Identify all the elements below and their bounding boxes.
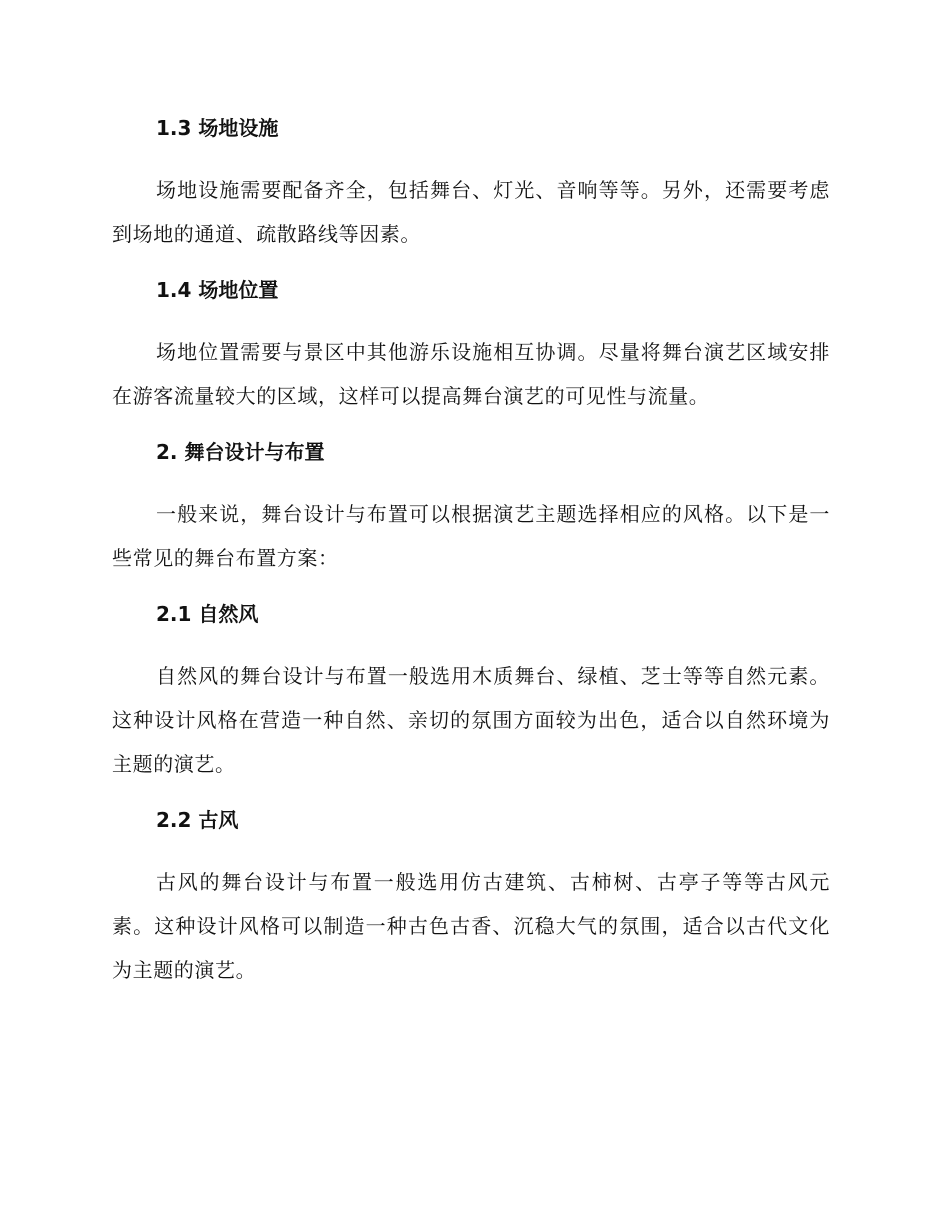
paragraph-natural-style: 自然风的舞台设计与布置一般选用木质舞台、绿植、芝士等等自然元素。这种设计风格在营造一种自然、亲切的氛围方面较为出色，适合以自然环境为主题的演艺。 (112, 664, 830, 776)
section-heading-1-4: 1.4 场地位置 (156, 278, 279, 302)
paragraph-location: 场地位置需要与景区中其他游乐设施相互协调。尽量将舞台演艺区域安排在游客流量较大的区域，这样可以提高舞台演艺的可见性与流量。 (112, 340, 830, 408)
section-heading-2: 2. 舞台设计与布置 (156, 440, 325, 464)
paragraph-facilities: 场地设施需要配备齐全，包括舞台、灯光、音响等等。另外，还需要考虑到场地的通道、疏散路线等因素。 (112, 178, 830, 246)
paragraph-stage-design: 一般来说，舞台设计与布置可以根据演艺主题选择相应的风格。以下是一些常见的舞台布置方案： (112, 502, 830, 570)
section-heading-2-2: 2.2 古风 (156, 808, 239, 832)
section-heading-1-3: 1.3 场地设施 (156, 116, 279, 140)
section-heading-2-1: 2.1 自然风 (156, 602, 259, 626)
document-body (112, 110, 830, 1008)
paragraph-ancient-style: 古风的舞台设计与布置一般选用仿古建筑、古柿树、古亭子等等古风元素。这种设计风格可以制造一种古色古香、沉稳大气的氛围，适合以古代文化为主题的演艺。 (112, 870, 830, 982)
